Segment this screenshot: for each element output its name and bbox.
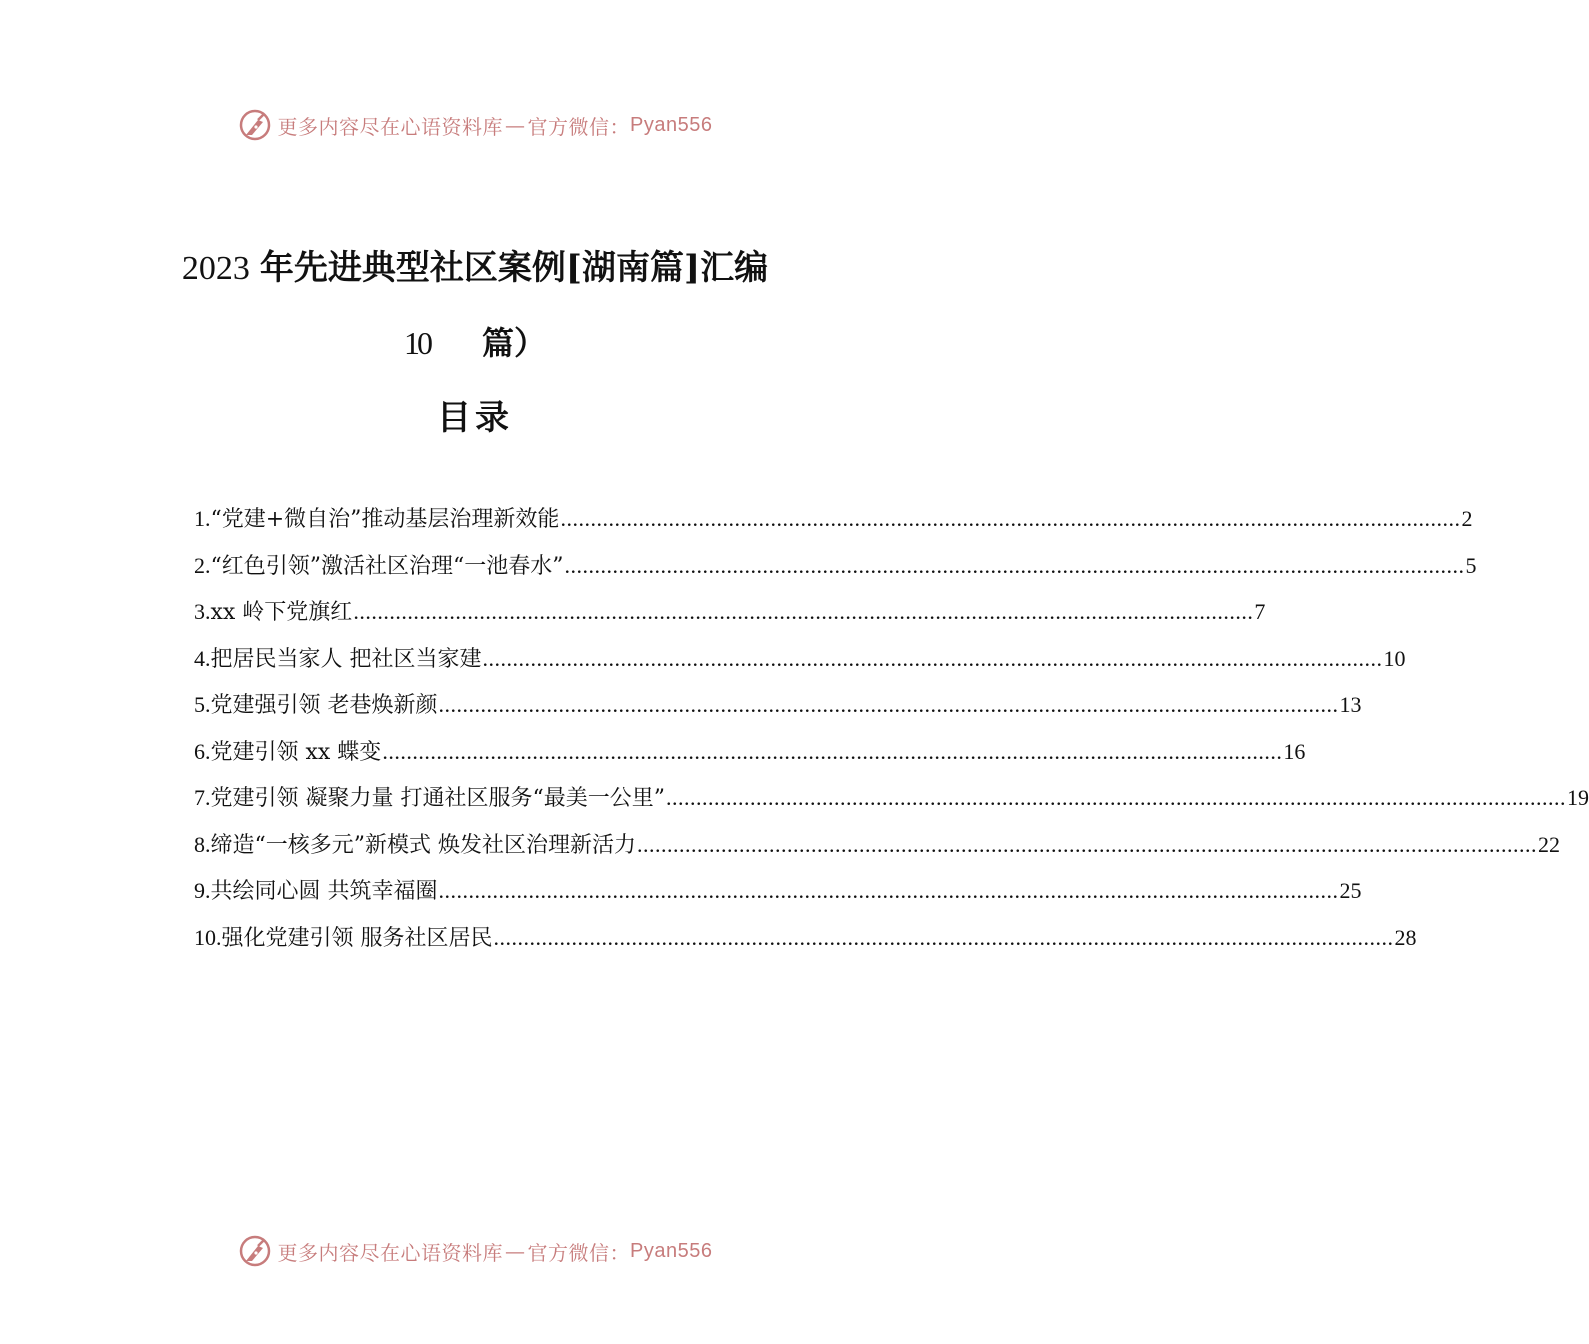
document-title — [0, 240, 950, 289]
toc-entry[interactable] — [194, 874, 1362, 921]
toc-entry-title: “党建+微自治”推动基层治理新效能 — [210, 507, 560, 532]
toc-entry[interactable] — [194, 688, 1362, 735]
watermark-wechat-label: 官方微信： — [527, 114, 631, 139]
toc-entry-number: 5. — [194, 692, 211, 717]
toc-entry[interactable] — [194, 921, 1417, 968]
document-subtitle — [0, 318, 950, 364]
toc-entry[interactable] — [194, 502, 1473, 549]
watermark-separator: — — [505, 113, 526, 137]
toc-entry-title: 把居民当家人 把社区当家建 — [210, 646, 482, 672]
table-of-contents — [194, 502, 1589, 967]
toc-entry-number: 3. — [194, 599, 211, 624]
watermark-wechat-id: Pyan556 — [630, 113, 713, 136]
toc-entry-title: xx 岭下党旗红 — [210, 600, 353, 625]
toc-entry-page: 16 — [1283, 738, 1306, 764]
toc-dot-leader — [382, 739, 1282, 765]
footer-watermark — [0, 1234, 950, 1268]
toc-entry-number: 4. — [194, 645, 211, 671]
toc-dot-leader — [439, 878, 1339, 904]
toc-entry-title: 党建引领 凝聚力量 打通社区服务“最美一公里” — [210, 786, 665, 811]
toc-entry-page: 2 — [1461, 506, 1473, 531]
toc-dot-leader — [560, 506, 1460, 532]
toc-entry-number: 10. — [194, 924, 222, 950]
toc-entry[interactable] — [194, 828, 1560, 875]
toc-entry[interactable] — [194, 642, 1406, 689]
toc-entry-page: 28 — [1394, 924, 1417, 950]
toc-entry-title: 党建引领 xx 蝶变 — [210, 739, 382, 765]
title-year: 2023 — [181, 250, 250, 287]
fountain-pen-nib-icon — [238, 108, 272, 142]
watermark-wechat-label: 官方微信： — [527, 1240, 631, 1265]
fountain-pen-nib-icon — [238, 1234, 272, 1268]
title-count-suffix: 篇） — [481, 324, 546, 362]
title-main: 年先进典型社区案例[湖南篇]汇编 — [259, 248, 769, 288]
toc-entry-title: 缔造“一核多元”新模式 焕发社区治理新活力 — [210, 832, 636, 858]
toc-entry-page: 13 — [1339, 692, 1362, 717]
toc-entry-number: 8. — [194, 831, 211, 857]
toc-dot-leader — [353, 599, 1253, 625]
contents-heading: 目录 — [437, 398, 513, 438]
toc-entry-title: 共绘同心圆 共筑幸福圈 — [210, 879, 438, 904]
title-count: 10 — [403, 325, 430, 361]
toc-entry-page: 10 — [1383, 645, 1406, 671]
toc-entry-number: 2. — [194, 552, 211, 578]
toc-entry-number: 1. — [194, 506, 211, 531]
header-watermark — [0, 108, 950, 142]
watermark-text: 更多内容尽在心语资料库 — [277, 114, 504, 139]
toc-entry-number: 7. — [194, 785, 211, 810]
toc-entry[interactable] — [194, 595, 1266, 642]
toc-entry[interactable] — [194, 781, 1589, 828]
toc-entry-page: 5 — [1465, 552, 1477, 578]
watermark-text: 更多内容尽在心语资料库 — [277, 1240, 504, 1265]
watermark-separator: — — [505, 1239, 526, 1263]
toc-dot-leader — [494, 925, 1394, 951]
toc-entry[interactable] — [194, 549, 1477, 596]
toc-entry-title: 强化党建引领 服务社区居民 — [221, 925, 493, 951]
toc-entry-title: “红色引领”激活社区治理“一池春水” — [210, 553, 564, 579]
toc-dot-leader — [565, 553, 1465, 579]
toc-entry-number: 6. — [194, 738, 211, 764]
toc-dot-leader — [666, 785, 1566, 811]
watermark-wechat-id: Pyan556 — [630, 1239, 713, 1262]
toc-entry-page: 25 — [1339, 878, 1362, 903]
toc-entry-page: 7 — [1254, 599, 1266, 624]
toc-entry-number: 9. — [194, 878, 211, 903]
toc-entry-title: 党建强引领 老巷焕新颜 — [210, 693, 438, 718]
toc-entry[interactable] — [194, 735, 1306, 782]
toc-dot-leader — [483, 646, 1383, 672]
toc-dot-leader — [637, 832, 1537, 858]
toc-dot-leader — [439, 692, 1339, 718]
toc-entry-page: 19 — [1566, 785, 1589, 810]
toc-entry-page: 22 — [1538, 831, 1560, 857]
